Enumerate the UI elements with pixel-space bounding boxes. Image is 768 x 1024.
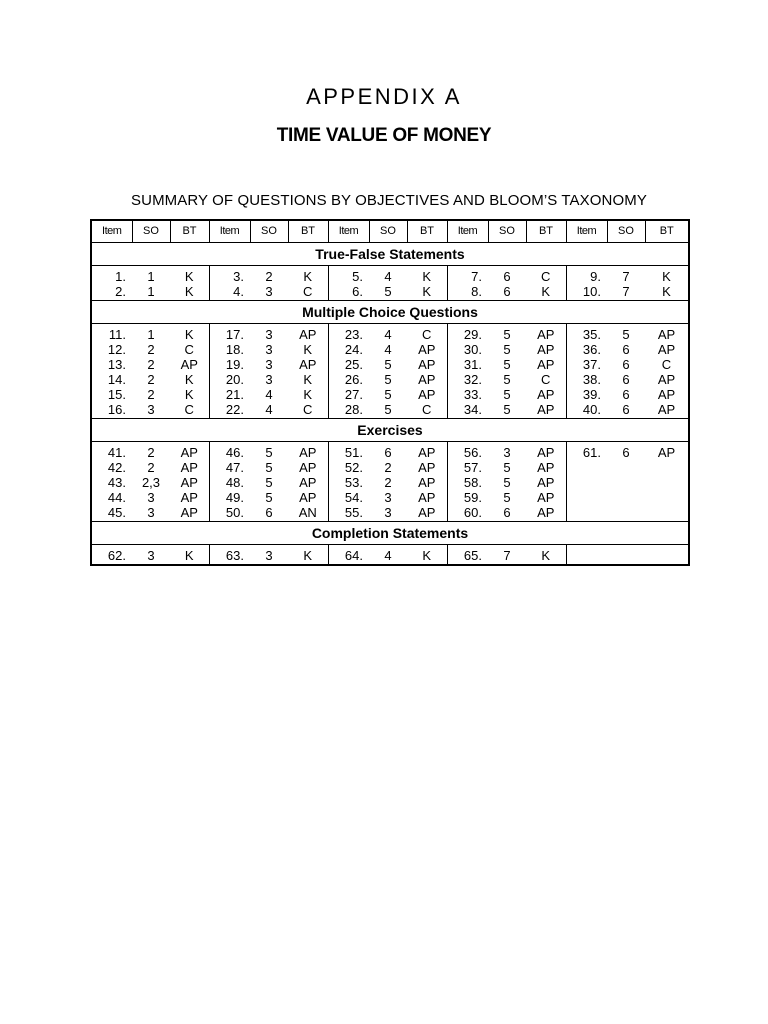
- study-objective-cell: 1: [147, 284, 155, 299]
- blooms-taxonomy-cell: AP: [407, 387, 447, 402]
- study-objective-cell: 6: [622, 342, 630, 357]
- item-number-cell: 6.: [352, 284, 363, 299]
- blooms-taxonomy-cell: K: [407, 284, 447, 301]
- item-number-cell: 47.: [225, 460, 244, 475]
- item-number-cell: 27.: [344, 387, 363, 402]
- study-objective-cell: 5: [503, 372, 511, 387]
- blooms-taxonomy-cell: AP: [645, 342, 689, 357]
- appendix-title: APPENDIX A: [306, 84, 462, 109]
- item-number-cell: [566, 490, 607, 505]
- blooms-taxonomy-cell: AP: [288, 442, 328, 461]
- item-number-cell: 26.: [344, 372, 363, 387]
- blooms-taxonomy-cell: AP: [288, 460, 328, 475]
- study-objective-cell: 2: [384, 475, 392, 490]
- item-number-cell: 19.: [225, 357, 244, 372]
- blooms-taxonomy-cell: C: [407, 402, 447, 419]
- table-body: [91, 243, 689, 566]
- section-header-true-false-statements: [91, 243, 689, 266]
- item-number-cell: 40.: [582, 402, 601, 417]
- study-objective-cell: 5: [503, 490, 511, 505]
- blooms-taxonomy-cell: AP: [526, 402, 566, 419]
- item-number-cell: [566, 505, 607, 522]
- blooms-taxonomy-cell: AP: [407, 490, 447, 505]
- study-objective-cell: 3: [265, 327, 273, 342]
- summary-table: [90, 219, 690, 566]
- item-number-cell: 35.: [582, 327, 601, 342]
- item-number-cell: 65.: [447, 545, 488, 566]
- item-number-cell: 11.: [91, 324, 132, 343]
- study-objective-cell: 6: [265, 505, 273, 520]
- blooms-taxonomy-cell: K: [170, 372, 209, 387]
- column-header-so: SO: [250, 220, 288, 243]
- appendix-subtitle: TIME VALUE OF MONEY: [276, 125, 492, 146]
- blooms-taxonomy-cell: [645, 460, 689, 475]
- blooms-taxonomy-cell: AP: [407, 460, 447, 475]
- study-objective-cell: 7: [622, 269, 630, 284]
- column-header-bt: BT: [407, 220, 447, 243]
- item-number-cell: 44.: [91, 490, 132, 505]
- item-number-cell: 22.: [225, 402, 244, 417]
- item-number-cell: 1.: [91, 266, 132, 285]
- study-objective-cell: 5: [384, 372, 392, 387]
- blooms-taxonomy-cell: K: [407, 545, 447, 566]
- blooms-taxonomy-cell: K: [288, 342, 328, 357]
- blooms-taxonomy-cell: AP: [288, 357, 328, 372]
- study-objective-cell: 5: [265, 475, 273, 490]
- column-header-so: SO: [488, 220, 526, 243]
- item-number-cell: 17.: [225, 327, 244, 342]
- blooms-taxonomy-cell: C: [288, 284, 328, 301]
- blooms-taxonomy-cell: K: [288, 372, 328, 387]
- study-objective-cell: [607, 505, 645, 522]
- item-number-cell: 50.: [225, 505, 244, 520]
- item-number-cell: 9.: [590, 269, 601, 284]
- study-objective-cell: 6: [503, 284, 511, 299]
- blooms-taxonomy-cell: K: [288, 266, 328, 285]
- blooms-taxonomy-cell: K: [170, 324, 209, 343]
- item-number-cell: 21.: [225, 387, 244, 402]
- section-header-exercises: [91, 419, 689, 442]
- item-number-cell: 45.: [91, 505, 132, 522]
- column-header-item: Item: [447, 220, 488, 243]
- study-objective-cell: 7: [622, 284, 630, 299]
- item-number-cell: 3.: [233, 269, 244, 284]
- blooms-taxonomy-cell: AP: [170, 357, 209, 372]
- blooms-taxonomy-cell: K: [170, 266, 209, 285]
- blooms-taxonomy-cell: AP: [170, 490, 209, 505]
- blooms-taxonomy-cell: AP: [407, 372, 447, 387]
- study-objective-cell: 3: [147, 490, 155, 505]
- study-objective-cell: 2: [147, 357, 155, 372]
- study-objective-cell: 5: [265, 445, 273, 460]
- item-number-cell: 62.: [91, 545, 132, 566]
- item-number-cell: 61.: [582, 445, 601, 460]
- study-objective-cell: 4: [265, 387, 273, 402]
- study-objective-cell: 3: [147, 505, 155, 520]
- item-number-cell: 14.: [91, 372, 132, 387]
- blooms-taxonomy-cell: AP: [526, 387, 566, 402]
- blooms-taxonomy-cell: C: [170, 402, 209, 419]
- item-number-cell: 60.: [463, 505, 482, 520]
- item-number-cell: 23.: [344, 327, 363, 342]
- study-objective-cell: 3: [147, 402, 155, 417]
- column-header-so: SO: [607, 220, 645, 243]
- table-row: [91, 266, 689, 285]
- study-objective-cell: [607, 490, 645, 505]
- study-objective-cell: 5: [384, 357, 392, 372]
- blooms-taxonomy-cell: AP: [407, 475, 447, 490]
- table-row: [91, 475, 689, 490]
- item-number-cell: 41.: [91, 442, 132, 461]
- study-objective-cell: 5: [503, 342, 511, 357]
- blooms-taxonomy-cell: K: [170, 545, 209, 566]
- column-header-item: Item: [566, 220, 607, 243]
- study-objective-cell: 6: [622, 445, 630, 460]
- study-objective-cell: 2: [147, 445, 155, 460]
- table-row: [91, 402, 689, 419]
- item-number-cell: 36.: [582, 342, 601, 357]
- blooms-taxonomy-cell: K: [526, 284, 566, 301]
- item-number-cell: 39.: [582, 387, 601, 402]
- blooms-taxonomy-cell: K: [288, 387, 328, 402]
- blooms-taxonomy-cell: AP: [407, 505, 447, 522]
- blooms-taxonomy-cell: K: [288, 545, 328, 566]
- study-objective-cell: 4: [384, 269, 392, 284]
- study-objective-cell: 2: [147, 460, 155, 475]
- item-number-cell: 5.: [352, 269, 363, 284]
- blooms-taxonomy-cell: C: [526, 266, 566, 285]
- blooms-taxonomy-cell: [645, 475, 689, 490]
- item-number-cell: [566, 545, 607, 566]
- item-number-cell: 52.: [344, 460, 363, 475]
- study-objective-cell: 5: [503, 387, 511, 402]
- study-objective-cell: 5: [265, 490, 273, 505]
- blooms-taxonomy-cell: AP: [407, 442, 447, 461]
- blooms-taxonomy-cell: AP: [288, 324, 328, 343]
- study-objective-cell: 2: [265, 269, 273, 284]
- study-objective-cell: 2: [384, 460, 392, 475]
- table-row: [91, 460, 689, 475]
- item-number-cell: 7.: [471, 269, 482, 284]
- item-number-cell: 8.: [471, 284, 482, 299]
- blooms-taxonomy-cell: AP: [407, 357, 447, 372]
- study-objective-cell: 1: [147, 269, 155, 284]
- blooms-taxonomy-cell: AP: [645, 372, 689, 387]
- blooms-taxonomy-cell: AP: [526, 442, 566, 461]
- blooms-taxonomy-cell: AP: [526, 505, 566, 522]
- study-objective-cell: 6: [384, 445, 392, 460]
- study-objective-cell: 2: [147, 372, 155, 387]
- section-title: True-False Statements: [91, 243, 689, 266]
- column-header-so: SO: [369, 220, 407, 243]
- item-number-cell: 33.: [463, 387, 482, 402]
- study-objective-cell: 6: [622, 402, 630, 417]
- blooms-taxonomy-cell: AP: [645, 402, 689, 419]
- study-objective-cell: 4: [265, 402, 273, 417]
- item-number-cell: 57.: [463, 460, 482, 475]
- blooms-taxonomy-cell: AP: [526, 324, 566, 343]
- study-objective-cell: 3: [265, 357, 273, 372]
- blooms-taxonomy-cell: AP: [526, 490, 566, 505]
- study-objective-cell: 5: [384, 387, 392, 402]
- study-objective-cell: 3: [265, 284, 273, 299]
- blooms-taxonomy-cell: K: [170, 284, 209, 301]
- item-number-cell: 58.: [463, 475, 482, 490]
- item-number-cell: 24.: [344, 342, 363, 357]
- item-number-cell: 15.: [91, 387, 132, 402]
- study-objective-cell: 5: [265, 460, 273, 475]
- blooms-taxonomy-cell: AP: [170, 475, 209, 490]
- item-number-cell: 31.: [463, 357, 482, 372]
- item-number-cell: 12.: [91, 342, 132, 357]
- study-objective-cell: 3: [265, 372, 273, 387]
- study-objective-cell: 2,3: [141, 475, 161, 490]
- study-objective-cell: 4: [384, 342, 392, 357]
- item-number-cell: 46.: [225, 445, 244, 460]
- study-objective-cell: 2: [147, 387, 155, 402]
- blooms-taxonomy-cell: AP: [170, 505, 209, 522]
- blooms-taxonomy-cell: C: [288, 402, 328, 419]
- item-number-cell: 64.: [328, 545, 369, 566]
- blooms-taxonomy-cell: C: [645, 357, 689, 372]
- column-header-bt: BT: [526, 220, 566, 243]
- study-objective-cell: 6: [622, 372, 630, 387]
- study-objective-cell: 5: [384, 284, 392, 299]
- section-title: Multiple Choice Questions: [91, 301, 689, 324]
- column-header-bt: BT: [645, 220, 689, 243]
- item-number-cell: 29.: [463, 327, 482, 342]
- section-header-multiple-choice-questions: [91, 301, 689, 324]
- item-number-cell: 4.: [233, 284, 244, 299]
- blooms-taxonomy-cell: AP: [170, 442, 209, 461]
- column-header-bt: BT: [170, 220, 209, 243]
- blooms-taxonomy-cell: C: [407, 324, 447, 343]
- blooms-taxonomy-cell: AP: [526, 475, 566, 490]
- table-row: [91, 545, 689, 566]
- blooms-taxonomy-cell: AP: [645, 387, 689, 402]
- item-number-cell: 10.: [582, 284, 601, 299]
- blooms-taxonomy-cell: K: [407, 266, 447, 285]
- blooms-taxonomy-cell: AP: [288, 475, 328, 490]
- column-header-item: Item: [209, 220, 250, 243]
- item-number-cell: 54.: [344, 490, 363, 505]
- table-title: SUMMARY OF QUESTIONS BY OBJECTIVES AND BLOOM’S TAXONOMY: [131, 192, 647, 209]
- item-number-cell: 53.: [344, 475, 363, 490]
- study-objective-cell: 5: [503, 475, 511, 490]
- item-number-cell: 34.: [463, 402, 482, 417]
- blooms-taxonomy-cell: AP: [526, 342, 566, 357]
- blooms-taxonomy-cell: AP: [526, 357, 566, 372]
- item-number-cell: 43.: [91, 475, 132, 490]
- study-objective-cell: 6: [622, 357, 630, 372]
- blooms-taxonomy-cell: AN: [288, 505, 328, 522]
- blooms-taxonomy-cell: AP: [407, 342, 447, 357]
- table-row: [91, 505, 689, 522]
- study-objective-cell: 3: [503, 445, 511, 460]
- table-row: [91, 372, 689, 387]
- item-number-cell: 25.: [344, 357, 363, 372]
- item-number-cell: 49.: [225, 490, 244, 505]
- table-row: [91, 342, 689, 357]
- study-objective-cell: [607, 475, 645, 490]
- blooms-taxonomy-cell: [645, 545, 689, 566]
- item-number-cell: 55.: [344, 505, 363, 520]
- item-number-cell: 16.: [91, 402, 132, 419]
- blooms-taxonomy-cell: C: [526, 372, 566, 387]
- column-header-item: Item: [91, 220, 132, 243]
- table-row: [91, 284, 689, 301]
- study-objective-cell: 6: [622, 387, 630, 402]
- item-number-cell: 42.: [91, 460, 132, 475]
- study-objective-cell: 2: [147, 342, 155, 357]
- item-number-cell: 13.: [91, 357, 132, 372]
- table-row: [91, 324, 689, 343]
- study-objective-cell: [607, 460, 645, 475]
- item-number-cell: 37.: [582, 357, 601, 372]
- study-objective-cell: 3: [250, 545, 288, 566]
- study-objective-cell: 5: [503, 327, 511, 342]
- table-row: [91, 442, 689, 461]
- study-objective-cell: 4: [369, 545, 407, 566]
- section-title: Completion Statements: [91, 522, 689, 545]
- study-objective-cell: 3: [384, 505, 392, 520]
- study-objective-cell: 3: [132, 545, 170, 566]
- blooms-taxonomy-cell: AP: [170, 460, 209, 475]
- blooms-taxonomy-cell: AP: [645, 324, 689, 343]
- item-number-cell: 63.: [209, 545, 250, 566]
- item-number-cell: 18.: [225, 342, 244, 357]
- table-row: [91, 387, 689, 402]
- item-number-cell: 51.: [344, 445, 363, 460]
- table-header: [91, 220, 689, 243]
- study-objective-cell: 6: [503, 269, 511, 284]
- item-number-cell: 28.: [344, 402, 363, 417]
- study-objective-cell: 4: [384, 327, 392, 342]
- blooms-taxonomy-cell: AP: [288, 490, 328, 505]
- section-header-completion-statements: [91, 522, 689, 545]
- item-number-cell: [566, 460, 607, 475]
- item-number-cell: [566, 475, 607, 490]
- column-header-bt: BT: [288, 220, 328, 243]
- blooms-taxonomy-cell: [645, 490, 689, 505]
- study-objective-cell: 6: [503, 505, 511, 520]
- item-number-cell: 48.: [225, 475, 244, 490]
- blooms-taxonomy-cell: K: [645, 266, 689, 285]
- table-row: [91, 490, 689, 505]
- table-row: [91, 357, 689, 372]
- column-header-so: SO: [132, 220, 170, 243]
- study-objective-cell: 5: [503, 402, 511, 417]
- blooms-taxonomy-cell: C: [170, 342, 209, 357]
- blooms-taxonomy-cell: K: [645, 284, 689, 301]
- blooms-taxonomy-cell: K: [526, 545, 566, 566]
- study-objective-cell: 1: [147, 327, 155, 342]
- study-objective-cell: [607, 545, 645, 566]
- item-number-cell: 32.: [463, 372, 482, 387]
- study-objective-cell: 7: [488, 545, 526, 566]
- study-objective-cell: 5: [503, 460, 511, 475]
- study-objective-cell: 5: [384, 402, 392, 417]
- section-title: Exercises: [91, 419, 689, 442]
- item-number-cell: 30.: [463, 342, 482, 357]
- blooms-taxonomy-cell: [645, 505, 689, 522]
- study-objective-cell: 3: [265, 342, 273, 357]
- column-header-item: Item: [328, 220, 369, 243]
- blooms-taxonomy-cell: AP: [645, 442, 689, 461]
- item-number-cell: 38.: [582, 372, 601, 387]
- item-number-cell: 2.: [91, 284, 132, 301]
- study-objective-cell: 5: [622, 327, 630, 342]
- study-objective-cell: 5: [503, 357, 511, 372]
- study-objective-cell: 3: [384, 490, 392, 505]
- blooms-taxonomy-cell: AP: [526, 460, 566, 475]
- item-number-cell: 20.: [225, 372, 244, 387]
- item-number-cell: 59.: [463, 490, 482, 505]
- blooms-taxonomy-cell: K: [170, 387, 209, 402]
- item-number-cell: 56.: [463, 445, 482, 460]
